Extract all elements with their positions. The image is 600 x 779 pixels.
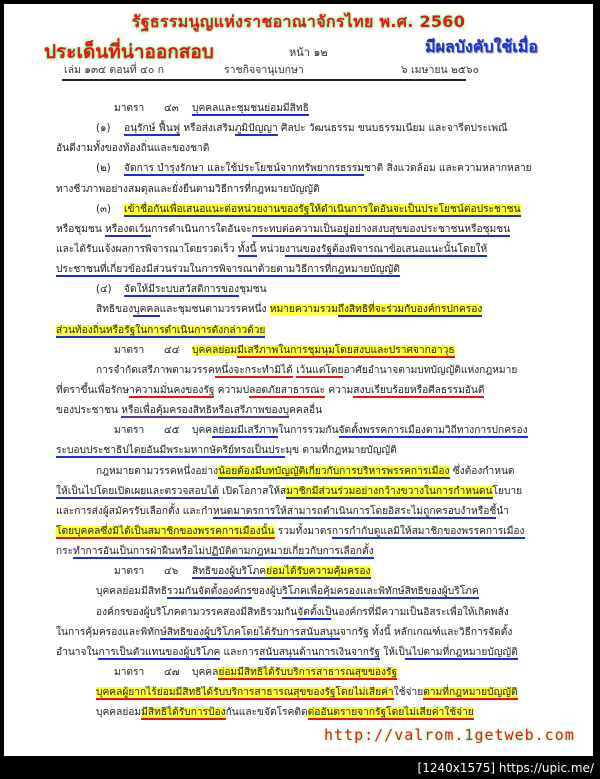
gazette-page-number: หน้า ๑๒ (289, 46, 328, 59)
section-44-para-2-cont-2: ของประชาชน หรือเพื่อคุ้มครองสิทธิหรือเสรีภาพของบุคคลอื่น (56, 405, 323, 417)
section-45-para-2-cont-1: ให้เป็นไปโดยเปิดเผยและตรวจสอบได้ เปิดโอกาสให้สมาชิกมีส่วนร่วมอย่างกว้างขวางในการกำหนดนโยบาย (56, 485, 523, 497)
section-43-item-1: (๑) อนุรักษ์ ฟื้นฟู หรือส่งเสริมภูมิปัญญา ศิลปะ วัฒนธรรม ขนบธรรมเนียม และจารีตประเพณี (96, 123, 508, 135)
section-44-heading: มาตรา ๔๔ บุคคลย่อมมีเสรีภาพในการชุมนุมโดยสงบและปราศจากอาวุธ (114, 344, 455, 356)
section-45-para-2-cont-2: และการส่งผู้สมัครรับเลือกตั้ง และกำหนดมาตรการให้สามารถดำเนินการโดยอิสระไม่ถูกครอบงำหรือชี้นำ (56, 505, 509, 517)
section-43-para-2: สิทธิของบุคคลและชุมชนตามวรรคหนึ่ง หมายความรวมถึงสิทธิที่จะร่วมกับองค์กรปกครอง (96, 304, 483, 316)
section-46-para-3-cont-1: ในการคุ้มครองและพิทักษ์สิทธิของผู้บริโภคโดยได้รับการสนับสนุนจากรัฐ ทั้งนี้ หลักเกณฑ์และวิธีการจัดตั้ง (56, 626, 513, 638)
section-43-heading: มาตรา ๔๓ บุคคลและชุมชนย่อมมีสิทธิ (114, 103, 309, 114)
section-46-para-3: องค์กรของผู้บริโภคตามวรรคสองมีสิทธิรวมกันจัดตั้งเป็นองค์กรที่มีความเป็นอิสระเพื่อให้เกิดพลัง (96, 606, 509, 618)
section-46-para-3-cont-2: อำนาจในการเป็นตัวแทนของผู้บริโภค และการสนับสนุนด้านการเงินจากรัฐ ให้เป็นไปตามที่กฎหมายบัญญัติ (56, 646, 518, 658)
section-45-heading: มาตรา ๔๕ บุคคลย่อมมีเสรีภาพในการรวมกันจัดตั้งพรรคการเมืองตามวิถีทางการปกครอง (114, 425, 528, 437)
section-47-para-3: บุคคลย่อมมีสิทธิได้รับการป้องกันและขจัดโรคติดต่ออันตรายจากรัฐโดยไม่เสียค่าใช้จ่าย (96, 707, 474, 719)
section-43-item-2-cont: ทางชีวภาพอย่างสมดุลและยั่งยืนตามวิธีการที่กฎหมายบัญญัติ (56, 183, 320, 195)
section-44-para-2: การจำกัดเสรีภาพตามวรรคหนึ่งจะกระทำมิได้ เว้นแต่โดยอาศัยอำนาจตามบทบัญญัติแห่งกฎหมาย (96, 364, 518, 376)
document-body (56, 99, 550, 723)
effective-date-label: มีผลบังคับใช้เมื่อ (425, 37, 538, 56)
section-43-item-4: (๔) จัดให้มีระบบสวัสดิการของชุมชน (96, 284, 267, 296)
section-46-heading: มาตรา ๔๖ สิทธิของผู้บริโภคย่อมได้รับความคุ้มครอง (114, 566, 371, 578)
watermark-url: http://valrom.1getweb.com (324, 726, 575, 744)
section-43-item-1-cont: อันดีงามทั้งของท้องถิ่นและของชาติ (56, 143, 210, 155)
section-46-para-2: บุคคลย่อมมีสิทธิรวมกันจัดตั้งองค์กรของผู้บริโภคเพื่อคุ้มครองและพิทักษ์สิทธิของผู้บริโภค (96, 586, 479, 598)
exam-topics-label: ประเด็นที่น่าออกสอบ (44, 41, 214, 63)
document-page (4, 4, 593, 756)
section-47-para-2: บุคคลผู้ยากไร้ย่อมมีสิทธิได้รับบริการสาธารณสุขของรัฐโดยไม่เสียค่าใช้จ่ายตามที่กฎหมายบัญญัติ (96, 687, 518, 699)
image-host-stamp: [1240x1575] https://upic.me/ (417, 761, 594, 775)
section-43-item-2: (๒) จัดการ บำรุงรักษา และใช้ประโยชน์จากทรัพยากรธรรมชาติ สิ่งแวดล้อม และความหลากหลาย (96, 163, 532, 175)
gazette-name: ราชกิจจานุเบกษา (224, 64, 304, 76)
section-45-para-2: กฎหมายตามวรรคหนึ่งอย่างน้อยต้องมีบทบัญญัติเกี่ยวกับการบริหารพรรคการเมือง ซึ่งต้องกำหนด (96, 465, 515, 477)
section-47-heading: มาตรา ๔๗ บุคคลย่อมมีสิทธิได้รับบริการสาธารณสุขของรัฐ (114, 666, 398, 678)
header-divider (62, 79, 466, 81)
section-43-item-3-cont-3: ประชาชนที่เกี่ยวข้องมีส่วนร่วมในการพิจารณาด้วยตามวิธีการที่กฎหมายบัญญัติ (56, 264, 400, 276)
section-43-item-3-cont-2: และได้รับแจ้งผลการพิจารณาโดยรวดเร็ว ทั้งนี้ หน่วยงานของรัฐต้องพิจารณาข้อเสนอแนะนั้นโดยให้ (56, 243, 488, 255)
section-43-para-2-cont: ส่วนท้องถิ่นหรือรัฐในการดำเนินการดังกล่าวด้วย (56, 324, 266, 336)
gazette-date: ๖ เมษายน ๒๕๖๐ (401, 64, 479, 76)
section-45-para-2-cont-4: กระทำการอันเป็นการฝ่าฝืนหรือไม่ปฏิบัติตามกฎหมายเกี่ยวกับการเลือกตั้ง (56, 546, 374, 558)
constitution-title: รัฐธรรมนูญแห่งราชอาณาจักรไทย พ.ศ. 2560 (131, 12, 466, 31)
section-43-item-3-cont-1: หรือชุมชน หรืองดเว้นการดำเนินการใดอันจะกระทบต่อความเป็นอยู่อย่างสงบสุขของประชาชนหรือชุมชน (56, 223, 511, 235)
gazette-volume: เล่ม ๑๓๔ ตอนที่ ๔๐ ก (64, 64, 165, 76)
section-43-item-3: (๓) เข้าชื่อกันเพื่อเสนอแนะต่อหน่วยงานของรัฐให้ดำเนินการใดอันจะเป็นประโยชน์ต่อประชาชน (96, 203, 521, 215)
section-45-para-2-cont-3: โดยบุคคลซึ่งมิได้เป็นสมาชิกของพรรคการเมืองนั้น รวมทั้งมาตรการกำกับดูแลมิให้สมาชิกของพรรคการเมือง (56, 525, 525, 537)
section-44-para-2-cont-1: ที่ตราขึ้นเพื่อรักษาความมั่นคงของรัฐ ความปลอดภัยสาธารณะ ความสงบเรียบร้อยหรือศีลธรรมอันดี (56, 384, 485, 396)
section-45-heading-cont: ระบอบประชาธิปไตยอันมีพระมหากษัตริย์ทรงเป็นประมุข ตามที่กฎหมายบัญญัติ (56, 445, 397, 457)
